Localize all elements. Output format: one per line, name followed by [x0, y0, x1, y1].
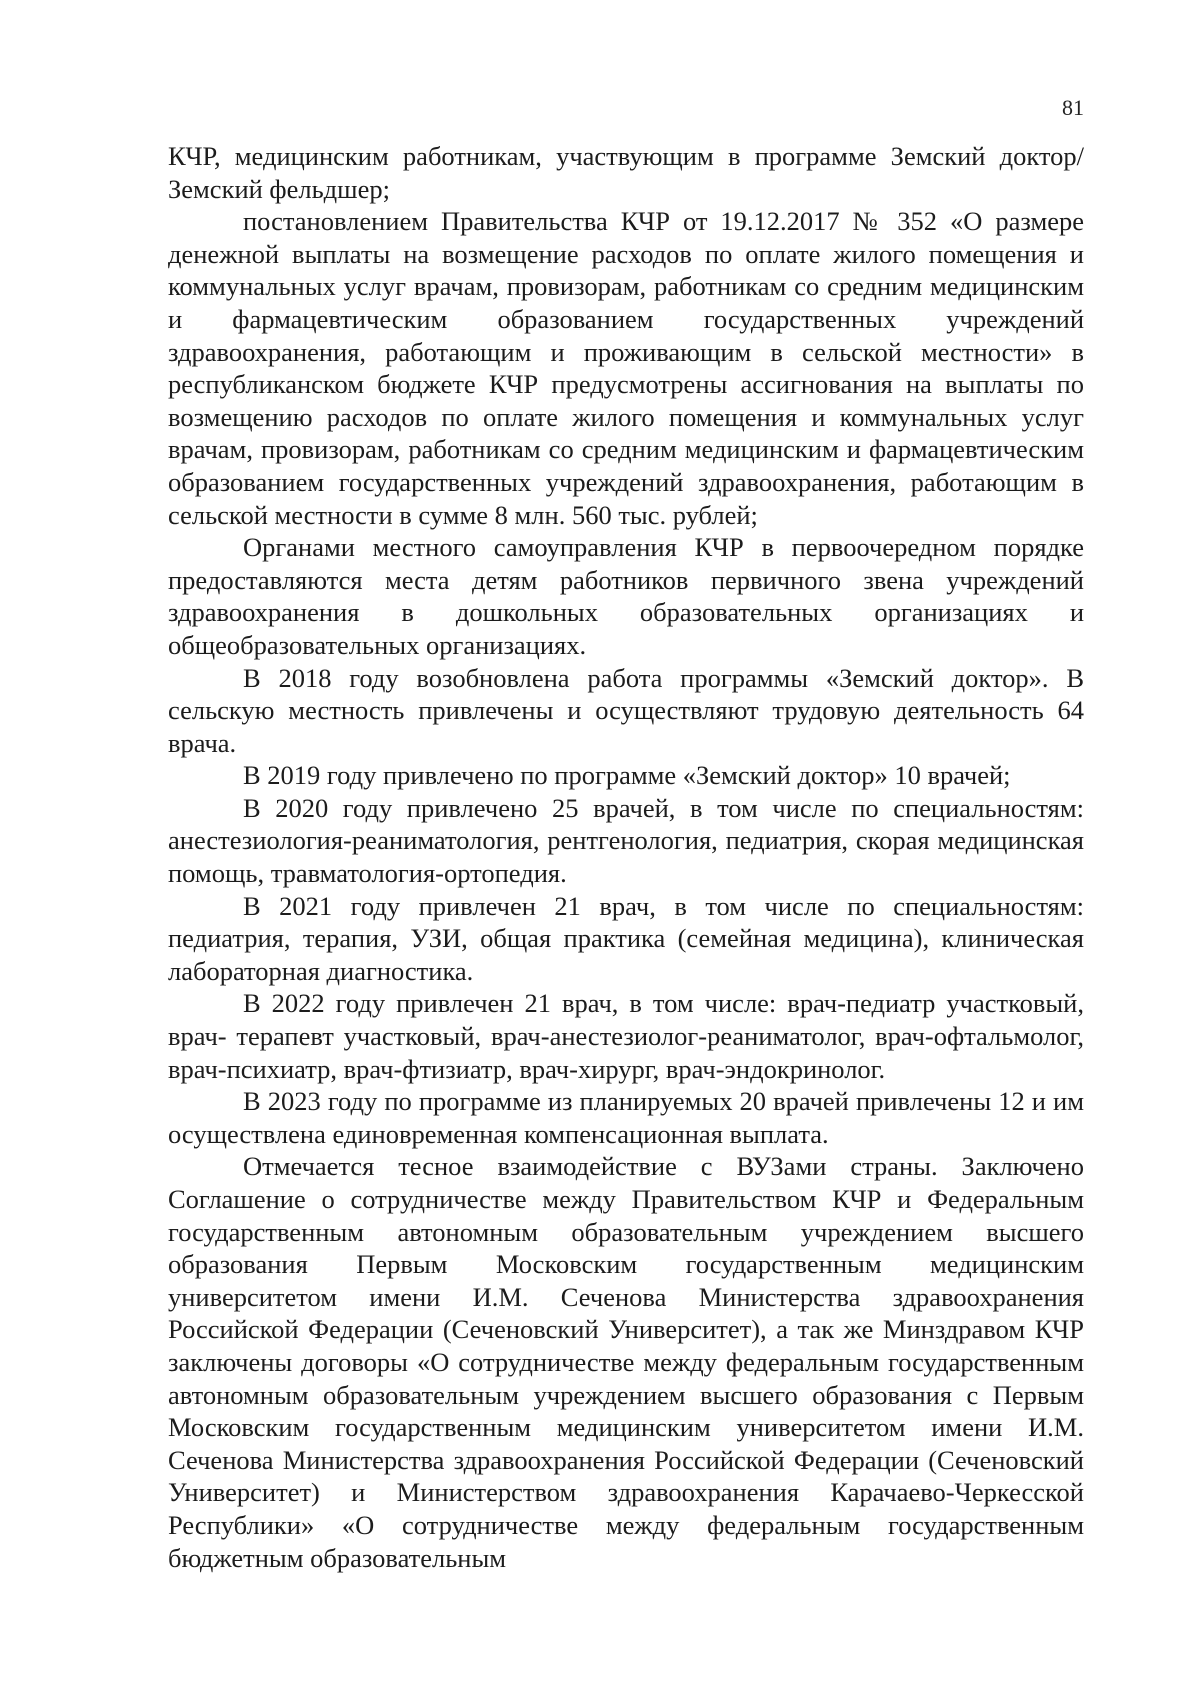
- paragraph-2023: В 2023 году по программе из планируемых 20 врачей привлечены 12 и им осуществлена единовременная компенсационная выплата.: [168, 1086, 1084, 1149]
- paragraph-local-government: Органами местного самоуправления КЧР в первоочередном порядке предоставляются места детям работников первичного звена учреждений здравоохранения в дошкольных образовательных организациях и общеобразовательных организациях.: [168, 532, 1084, 660]
- paragraph-continuation: КЧР, медицинским работникам, участвующим в программе Земский доктор/Земский фельдшер;: [168, 141, 1084, 204]
- page-number: 81: [1062, 95, 1084, 120]
- document-body: [168, 140, 1084, 1574]
- paragraph-2022: В 2022 году привлечен 21 врач, в том числе: врач-педиатр участковый, врач- терапевт участковый, врач-анестезиолог-реаниматолог, врач-офтальмолог, врач-психиатр, врач-фтизиатр, врач-хирург, врач-эндокринолог.: [168, 988, 1084, 1084]
- paragraph-2019: В 2019 году привлечено по программе «Земский доктор» 10 врачей;: [243, 760, 1011, 791]
- paragraph-2020: В 2020 году привлечено 25 врачей, в том числе по специальностям: анестезиология-реаниматология, рентгенология, педиатрия, скорая медицинская помощь, травматология-ортопедия.: [168, 792, 1084, 889]
- paragraph-universities: Отмечается тесное взаимодействие с ВУЗами страны. Заключено Соглашение о сотрудничестве между Правительством КЧР и Федеральным государственным автономным образовательным учреждением высшего образования Первым Московским государственным медицинским университетом имени И.М. Сеченова Министерства здравоохранения Российской Федерации (Сеченовский Университет), а так же Минздравом КЧР заключены договоры «О сотрудничестве между федеральным государственным автономным образовательным учреждением высшего образования с Первым Московским государственным медицинским университетом имени И.М. Сеченова Министерства здравоохранения Российской Федерации (Сеченовский Университет) и Министерством здравоохранения Карачаево-Черкесской Республики» «О сотрудничестве между федеральным государственным бюджетным образовательным: [168, 1151, 1084, 1573]
- paragraph-2018: В 2018 году возобновлена работа программы «Земский доктор». В сельскую местность привлечены и осуществляют трудовую деятельность 64 врача.: [168, 662, 1084, 758]
- paragraph-2021: В 2021 году привлечен 21 врач, в том числе по специальностям: педиатрия, терапия, УЗИ, общая практика (семейная медицина), клиническая лабораторная диагностика.: [168, 890, 1084, 986]
- paragraph-resolution-352: постановлением Правительства КЧР от 19.12.2017 № 352 «О размере денежной выплаты на возмещение расходов по оплате жилого помещения и коммунальных услуг врачам, провизорам, работникам со средним медицинским и фармацевтическим образованием государственных учреждений здравоохранения, работающим и проживающим в сельской местности» в республиканском бюджете КЧР предусмотрены ассигнования на выплаты по возмещению расходов по оплате жилого помещения и коммунальных услуг врачам, провизорам, работникам со средним медицинским и фармацевтическим образованием государственных учреждений здравоохранения, работающим в сельской местности в сумме 8 млн. 560 тыс. рублей;: [168, 206, 1084, 530]
